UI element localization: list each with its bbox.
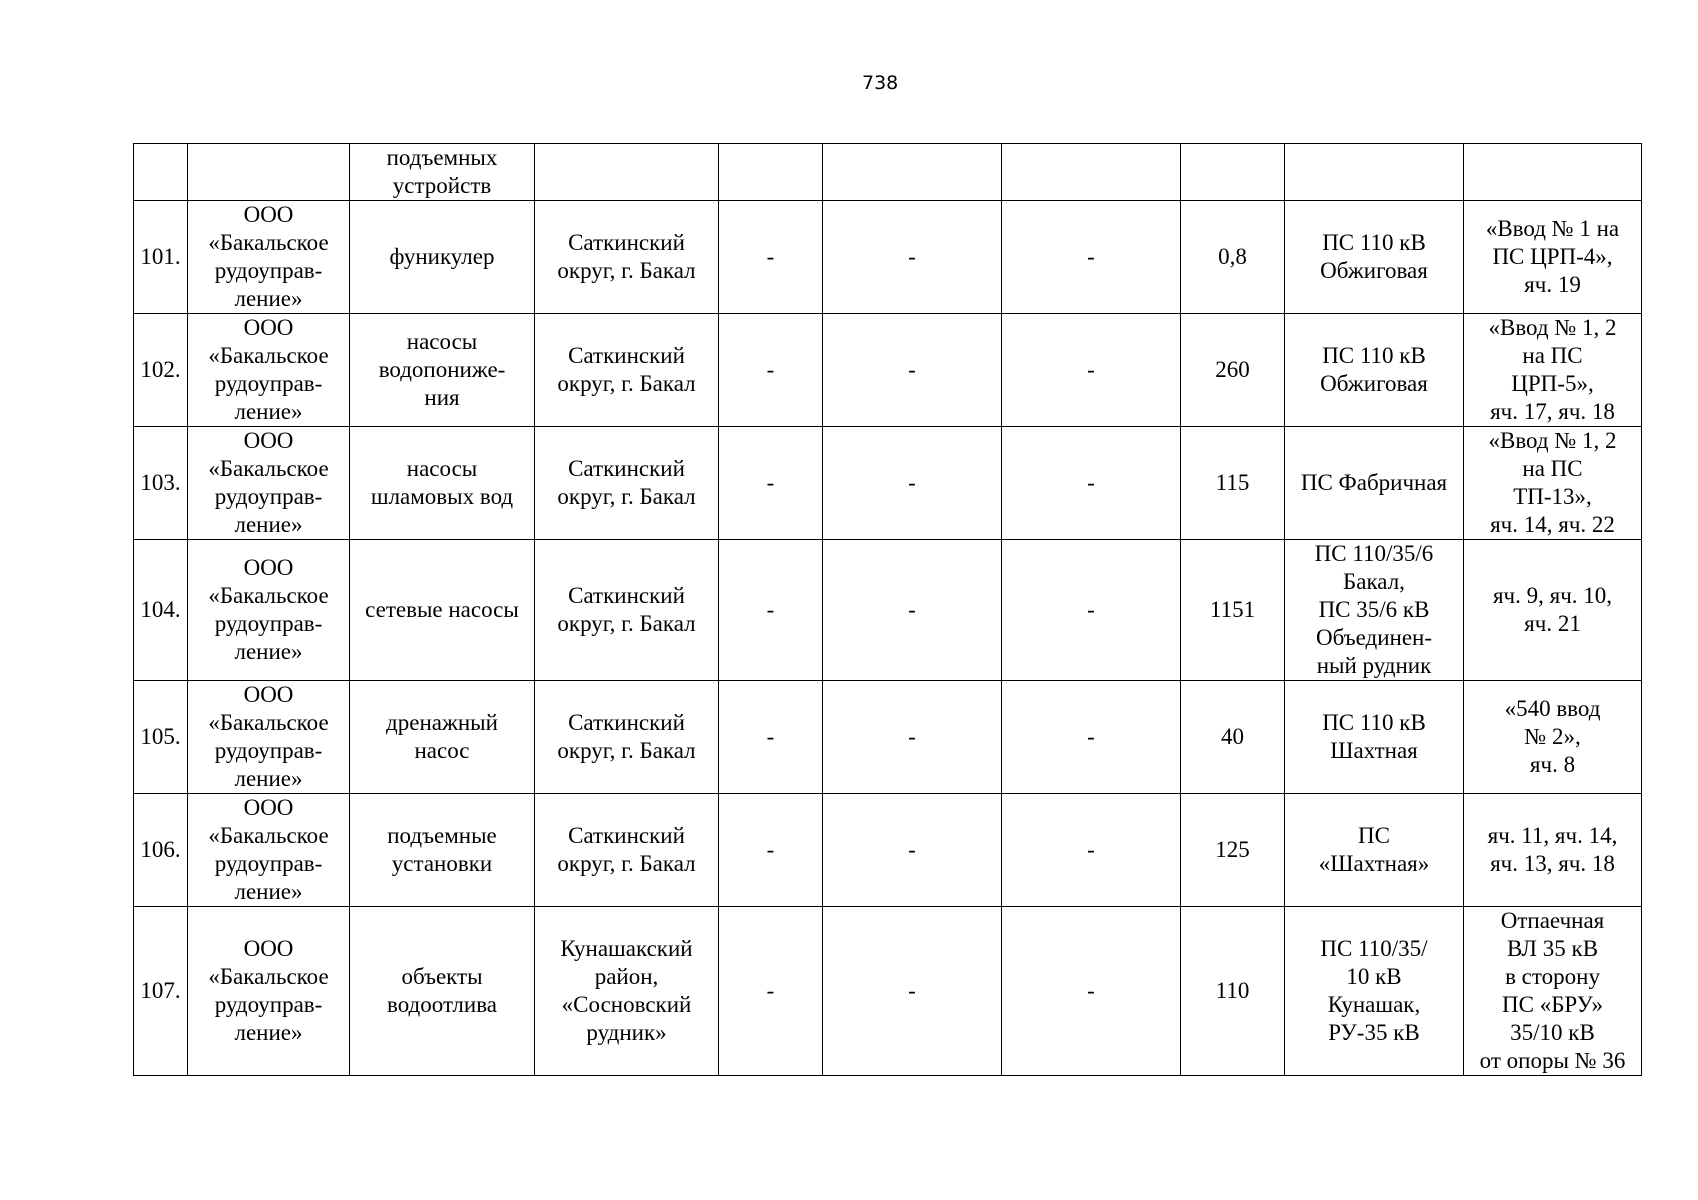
cell-org	[188, 314, 350, 427]
table-row-continuation	[134, 144, 1642, 201]
cell-num	[134, 144, 188, 201]
cell-org-line: «Бакальское	[208, 710, 329, 735]
cell-substation	[1285, 794, 1464, 907]
cell-substation	[1285, 144, 1464, 201]
cell-c5: -	[719, 201, 823, 314]
cell-org-line: ление»	[234, 286, 303, 311]
cell-c6: -	[823, 907, 1002, 1076]
cell-c6: -	[823, 681, 1002, 794]
cell-org-line: «Бакальское	[208, 964, 329, 989]
cell-c5	[719, 144, 823, 201]
cell-connection-line: на ПС	[1522, 343, 1583, 368]
cell-substation-line: ПС 110/35/	[1320, 936, 1428, 961]
cell-connection-line: яч. 13, яч. 18	[1490, 851, 1615, 876]
cell-object	[350, 907, 535, 1076]
cell-connection-line: яч. 19	[1524, 272, 1581, 297]
cell-location-line: округ, г. Бакал	[557, 371, 696, 396]
cell-c5: -	[719, 794, 823, 907]
cell-c5: -	[719, 540, 823, 681]
cell-num: 106.	[134, 794, 188, 907]
cell-substation-line: Кунашак,	[1327, 992, 1421, 1017]
cell-c7: -	[1002, 907, 1181, 1076]
cell-org-line: ООО	[243, 682, 294, 707]
cell-num: 104.	[134, 540, 188, 681]
cell-org-line: «Бакальское	[208, 456, 329, 481]
cell-org-line: ООО	[243, 795, 294, 820]
cell-connection-line: яч. 17, яч. 18	[1490, 399, 1615, 424]
cell-location	[535, 681, 719, 794]
cell-power: 115	[1181, 427, 1285, 540]
page-number: 738	[862, 72, 899, 94]
cell-object	[350, 681, 535, 794]
cell-connection	[1464, 794, 1642, 907]
cell-location-line: округ, г. Бакал	[557, 738, 696, 763]
cell-org-line: ООО	[243, 555, 294, 580]
registry-table	[133, 143, 1642, 1076]
cell-connection-line: Отпаечная	[1500, 908, 1605, 933]
cell-object-line: установки	[391, 851, 493, 876]
cell-org-line: рудоуправ-	[214, 371, 323, 396]
cell-location-line: Саткинский	[568, 456, 685, 481]
cell-location-line: округ, г. Бакал	[557, 258, 696, 283]
cell-connection-line: яч. 9, яч. 10,	[1492, 583, 1613, 608]
cell-c5: -	[719, 314, 823, 427]
cell-org-line: ООО	[243, 428, 294, 453]
cell-org	[188, 427, 350, 540]
cell-location-line: Саткинский	[568, 710, 685, 735]
cell-num: 101.	[134, 201, 188, 314]
cell-substation-line: ПС 35/6 кВ	[1318, 597, 1430, 622]
cell-org-line: рудоуправ-	[214, 484, 323, 509]
cell-location-line: рудник»	[586, 1020, 667, 1045]
cell-substation	[1285, 681, 1464, 794]
cell-power: 125	[1181, 794, 1285, 907]
cell-power: 40	[1181, 681, 1285, 794]
cell-location	[535, 794, 719, 907]
cell-location	[535, 427, 719, 540]
cell-location-line: Саткинский	[568, 343, 685, 368]
cell-c6: -	[823, 427, 1002, 540]
cell-org-line: «Бакальское	[208, 823, 329, 848]
cell-c6	[823, 144, 1002, 201]
cell-location	[535, 144, 719, 201]
table-row	[134, 794, 1642, 907]
cell-substation-line: Шахтная	[1330, 738, 1418, 763]
cell-connection	[1464, 907, 1642, 1076]
cell-connection-line: «Ввод № 1, 2	[1488, 428, 1617, 453]
cell-connection-line: ТП-13»,	[1513, 484, 1592, 509]
table-row	[134, 201, 1642, 314]
cell-connection-line: 35/10 кВ	[1510, 1020, 1595, 1045]
cell-substation-line: ПС 110/35/6	[1314, 541, 1434, 566]
cell-object-line: дренажный	[386, 710, 498, 735]
cell-org	[188, 681, 350, 794]
cell-substation	[1285, 540, 1464, 681]
table-body	[134, 144, 1642, 1076]
cell-location-line: Саткинский	[568, 230, 685, 255]
cell-object	[350, 201, 535, 314]
cell-object	[350, 794, 535, 907]
cell-object	[350, 540, 535, 681]
cell-c5: -	[719, 907, 823, 1076]
cell-org	[188, 540, 350, 681]
table-row	[134, 314, 1642, 427]
cell-num: 103.	[134, 427, 188, 540]
cell-connection-line: ПС ЦРП-4»,	[1492, 244, 1613, 269]
cell-power	[1181, 144, 1285, 201]
cell-substation-line: ПС 110 кВ	[1322, 710, 1426, 735]
cell-connection	[1464, 540, 1642, 681]
cell-substation-line: Бакал,	[1343, 569, 1405, 594]
cell-object-line: фуникулер	[389, 244, 495, 269]
cell-connection-line: яч. 21	[1524, 611, 1581, 636]
cell-org-line: «Бакальское	[208, 583, 329, 608]
cell-location	[535, 540, 719, 681]
cell-connection-line: яч. 14, яч. 22	[1490, 512, 1615, 537]
cell-c6: -	[823, 540, 1002, 681]
cell-location-line: Кунашакский	[560, 936, 693, 961]
cell-connection-line: от опоры № 36	[1479, 1048, 1626, 1073]
cell-connection-line: № 2»,	[1524, 724, 1581, 749]
cell-power: 110	[1181, 907, 1285, 1076]
cell-substation	[1285, 907, 1464, 1076]
cell-c7	[1002, 144, 1181, 201]
cell-connection	[1464, 427, 1642, 540]
cell-org-line: ление»	[234, 766, 303, 791]
cell-c5: -	[719, 427, 823, 540]
cell-org-line: рудоуправ-	[214, 992, 323, 1017]
cell-location-line: Саткинский	[568, 823, 685, 848]
cell-substation	[1285, 201, 1464, 314]
cell-org-line: рудоуправ-	[214, 738, 323, 763]
cell-substation-line: ПС Фабричная	[1300, 470, 1448, 495]
cell-c6: -	[823, 201, 1002, 314]
cell-c6: -	[823, 314, 1002, 427]
cell-org-line: ление»	[234, 399, 303, 424]
cell-substation	[1285, 314, 1464, 427]
cell-c7: -	[1002, 314, 1181, 427]
cell-connection	[1464, 144, 1642, 201]
cell-object-line: сетевые насосы	[365, 597, 519, 622]
cell-org-line: рудоуправ-	[214, 851, 323, 876]
cell-connection-line: яч. 8	[1529, 752, 1576, 777]
cell-substation-line: 10 кВ	[1346, 964, 1402, 989]
cell-org-line: ООО	[243, 936, 294, 961]
cell-power: 1151	[1181, 540, 1285, 681]
cell-org	[188, 907, 350, 1076]
cell-substation-line: ПС	[1358, 823, 1390, 848]
cell-c7: -	[1002, 540, 1181, 681]
cell-substation-line: Обжиговая	[1320, 371, 1428, 396]
cell-object: подъемных устройств	[350, 144, 535, 201]
cell-object-line: ния	[424, 385, 460, 410]
cell-num: 105.	[134, 681, 188, 794]
cell-org-line: ООО	[243, 202, 294, 227]
cell-org-line: ление»	[234, 1020, 303, 1045]
cell-object-line: водоотлива	[387, 992, 497, 1017]
cell-connection-line: яч. 11, яч. 14,	[1487, 823, 1618, 848]
cell-org	[188, 144, 350, 201]
cell-location-line: округ, г. Бакал	[557, 484, 696, 509]
cell-object	[350, 427, 535, 540]
cell-c7: -	[1002, 681, 1181, 794]
cell-connection	[1464, 314, 1642, 427]
cell-org-line: рудоуправ-	[214, 611, 323, 636]
cell-substation-line: ПС 110 кВ	[1322, 343, 1426, 368]
cell-object-line: объекты	[401, 964, 483, 989]
cell-substation-line: Объединен-	[1315, 625, 1433, 650]
cell-org-line: ление»	[234, 639, 303, 664]
cell-org-line: ООО	[243, 315, 294, 340]
cell-c7: -	[1002, 201, 1181, 314]
cell-location-line: Саткинский	[568, 583, 685, 608]
cell-connection	[1464, 681, 1642, 794]
cell-org-line: рудоуправ-	[214, 258, 323, 283]
cell-connection-line: ВЛ 35 кВ	[1506, 936, 1599, 961]
cell-location-line: район,	[594, 964, 659, 989]
cell-power: 260	[1181, 314, 1285, 427]
cell-c6: -	[823, 794, 1002, 907]
cell-org-line: ление»	[234, 512, 303, 537]
cell-org-line: «Бакальское	[208, 343, 329, 368]
cell-connection	[1464, 201, 1642, 314]
cell-object-line: насос	[414, 738, 470, 763]
cell-c7: -	[1002, 427, 1181, 540]
cell-object-line: насосы	[406, 329, 478, 354]
cell-connection-line: «Ввод № 1, 2	[1488, 315, 1617, 340]
table-row	[134, 540, 1642, 681]
cell-substation-line: РУ-35 кВ	[1328, 1020, 1420, 1045]
cell-substation	[1285, 427, 1464, 540]
cell-substation-line: Обжиговая	[1320, 258, 1428, 283]
cell-location-line: «Сосновский	[561, 992, 692, 1017]
cell-location-line: округ, г. Бакал	[557, 611, 696, 636]
cell-connection-line: в сторону	[1505, 964, 1600, 989]
cell-location	[535, 201, 719, 314]
cell-object-line: шламовых вод	[370, 484, 514, 509]
cell-c5: -	[719, 681, 823, 794]
cell-connection-line: на ПС	[1522, 456, 1583, 481]
cell-object-line: водопониже-	[378, 357, 506, 382]
cell-location	[535, 314, 719, 427]
cell-org	[188, 794, 350, 907]
cell-org-line: «Бакальское	[208, 230, 329, 255]
cell-object	[350, 314, 535, 427]
cell-object-line: подъемные	[387, 823, 497, 848]
cell-power: 0,8	[1181, 201, 1285, 314]
cell-connection-line: ЦРП-5»,	[1511, 371, 1594, 396]
cell-org-line: ление»	[234, 879, 303, 904]
cell-location	[535, 907, 719, 1076]
cell-substation-line: ный рудник	[1316, 653, 1432, 678]
cell-location-line: округ, г. Бакал	[557, 851, 696, 876]
cell-substation-line: «Шахтная»	[1318, 851, 1430, 876]
table-row	[134, 681, 1642, 794]
cell-num: 102.	[134, 314, 188, 427]
cell-c7: -	[1002, 794, 1181, 907]
cell-org	[188, 201, 350, 314]
table-row	[134, 427, 1642, 540]
cell-object-line: насосы	[406, 456, 478, 481]
cell-connection-line: «540 ввод	[1504, 696, 1601, 721]
cell-num: 107.	[134, 907, 188, 1076]
table-row	[134, 907, 1642, 1076]
cell-connection-line: ПС «БРУ»	[1502, 992, 1603, 1017]
cell-substation-line: ПС 110 кВ	[1322, 230, 1426, 255]
cell-connection-line: «Ввод № 1 на	[1485, 216, 1620, 241]
